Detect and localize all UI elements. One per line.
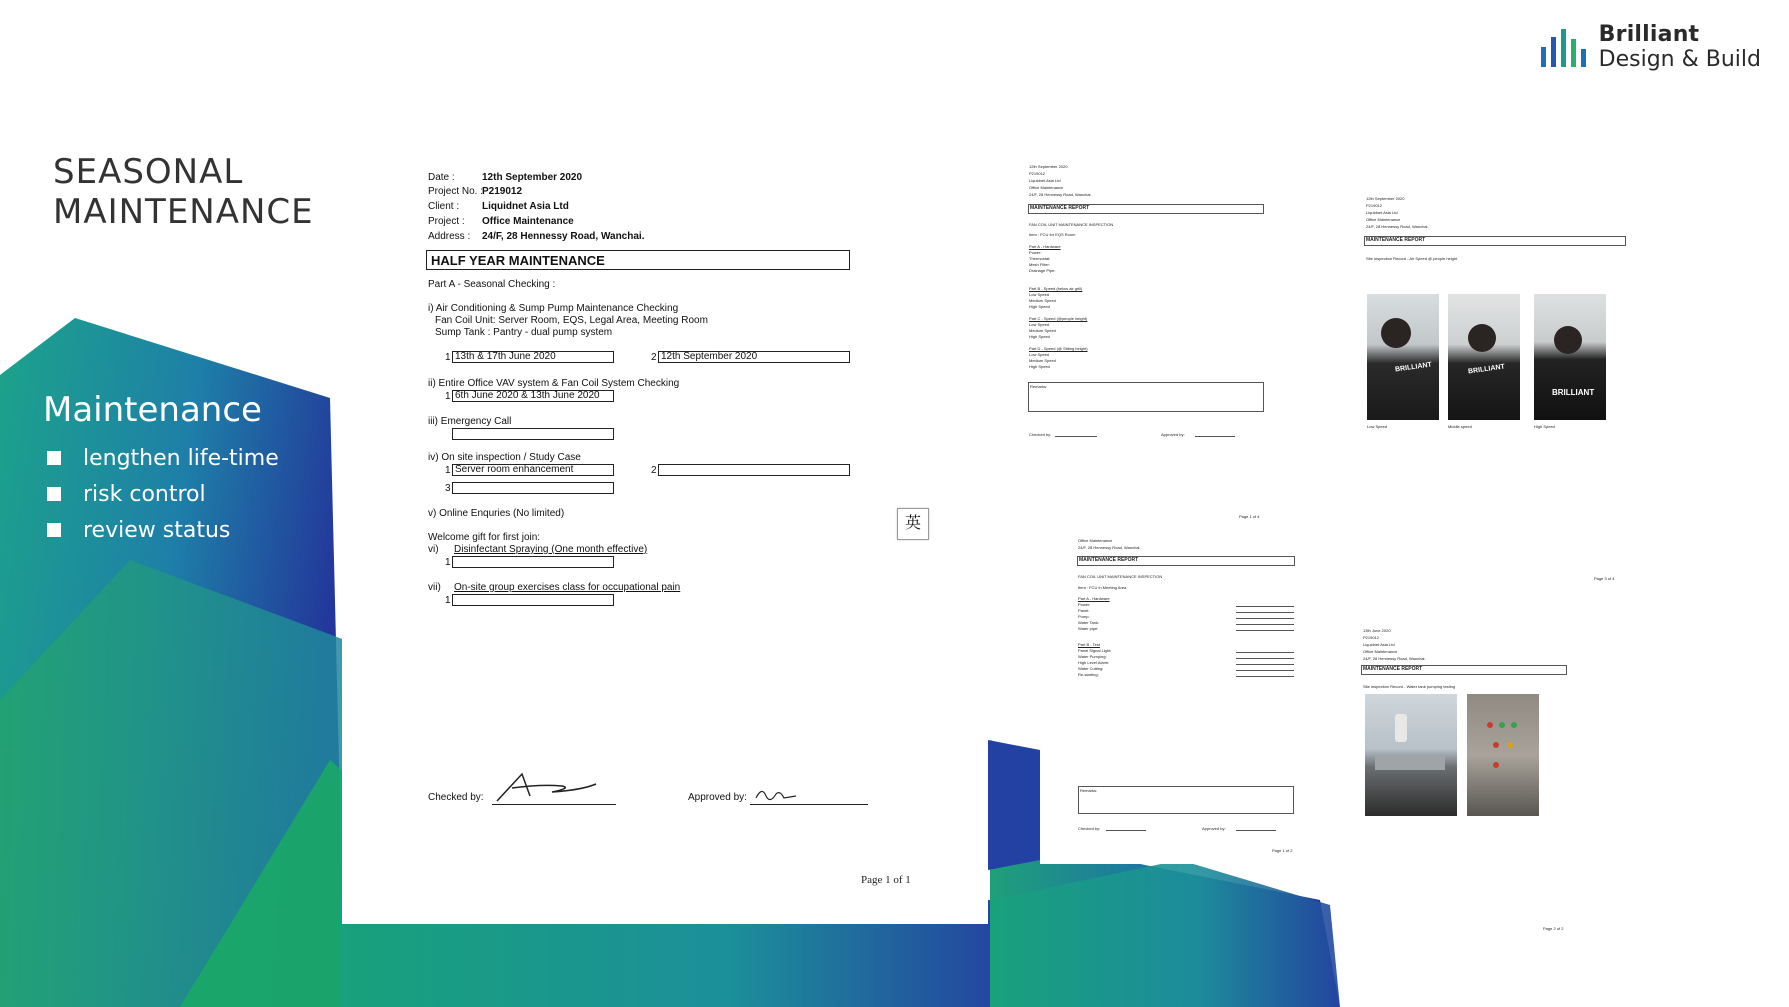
item-v-text: v) Online Enquries (No limited) — [428, 508, 565, 519]
client-label: Client : — [428, 201, 460, 212]
approved-by-label: Approved by: — [688, 792, 747, 803]
fcu-eqs-report: 12th September 2020 P219012 Liquidnet Asia Ltd Office Maintenance 24/F, 28 Hennessy Road, Wanchai. MAINTENANCE REPORT FAN COIL UNIT MAINTENANCE INSPECTION Item : FCU for EQS Room Part A - Hardware Power: Thermostat: Mesh Filter: Drainage Pipe: Part B - Speed (below air grill) Low Speed Medium Speed High Speed Part C - Speed (@people height) Low Speed Medium Speed High Speed Part D - Speed (@ Sitting height) Low Speed Medium Speed High Speed Remarks: Checked by: Approved by: Page 1 of 4 — [1025, 160, 1265, 526]
address-label: Address : — [428, 231, 471, 242]
project-label: Project : — [428, 216, 465, 227]
item-i-sump: Sump Tank : Pantry - dual pump system — [435, 327, 613, 338]
logo-bars-icon — [1539, 25, 1587, 71]
maintenance-list — [43, 390, 279, 548]
item-iv-case-1: Server room enhancement — [452, 464, 614, 476]
date-value: 12th September 2020 — [482, 172, 583, 183]
list-item: review status — [47, 512, 279, 548]
high-speed-photo: BRILLIANT — [1534, 294, 1606, 420]
item-i-date-2: 12th September 2020 — [658, 351, 850, 363]
square-bullet-icon — [47, 523, 61, 537]
item-i-fcu: Fan Coil Unit: Server Room, EQS, Legal Area, Meeting Room — [435, 315, 708, 326]
address-value: 24/F, 28 Hennessy Road, Wanchai. — [482, 231, 645, 242]
page-title-line2: MAINTENANCE — [53, 192, 314, 232]
item-vi-text: Disinfectant Spraying (One month effective) — [454, 544, 648, 555]
item-iv-case-2 — [658, 464, 850, 476]
square-bullet-icon — [47, 487, 61, 501]
date-label: Date : — [428, 172, 455, 183]
approved-signature-icon — [752, 784, 802, 806]
part-a-label: Part A - Seasonal Checking : — [428, 279, 556, 290]
project-value: Office Maintenance — [482, 216, 574, 227]
item-iii-box — [452, 428, 614, 440]
water-tank-sink-photo — [1365, 694, 1457, 816]
logo-tagline: Design & Build — [1598, 47, 1761, 72]
list-item: risk control — [47, 476, 279, 512]
air-speed-report: 12th September 2020 P219012 Liquidnet Asia Ltd Office Maintenance 24/F, 28 Hennessy Road, Wanchai. MAINTENANCE REPORT Site inspection Record - Air Speed @ people height BRILLIANT BRILLIANT BRILLIANT Low Speed Middle speed High Speed Page 3 of 4 — [1356, 190, 1638, 584]
welcome-gift-label: Welcome gift for first join: — [428, 532, 541, 543]
item-vii-text: On-site group exercises class for occupational pain — [454, 582, 681, 593]
water-pump-panel-photo — [1467, 694, 1539, 816]
page-title — [53, 152, 314, 232]
item-i-text: i) Air Conditioning & Sump Pump Maintenance Checking — [428, 303, 679, 314]
item-iv-text: iv) On site inspection / Study Case — [428, 452, 581, 463]
checked-by-label: Checked by: — [428, 792, 484, 803]
square-bullet-icon — [47, 451, 61, 465]
project-no-value: P219012 — [482, 186, 523, 197]
project-no-label: Project No. : — [428, 186, 484, 197]
item-vi-box — [452, 556, 614, 568]
item-ii-text: ii) Entire Office VAV system & Fan Coil System Checking — [428, 378, 680, 389]
item-vii-box — [452, 594, 614, 606]
client-value: Liquidnet Asia Ltd — [482, 201, 569, 212]
page-title-line1: SEASONAL — [53, 152, 244, 192]
item-i-date-1: 13th & 17th June 2020 — [452, 351, 614, 363]
document-heading: HALF YEAR MAINTENANCE — [426, 250, 850, 270]
company-logo — [1539, 24, 1761, 71]
middle-speed-photo: BRILLIANT — [1448, 294, 1520, 420]
logo-brand-name: Brilliant — [1598, 22, 1700, 47]
item-iii-text: iii) Emergency Call — [428, 416, 512, 427]
item-ii-date: 6th June 2020 & 13th June 2020 — [452, 390, 614, 402]
page-number: Page 1 of 1 — [861, 874, 911, 886]
list-item: lengthen life-time — [47, 440, 279, 476]
input-method-indicator[interactable]: 英 — [897, 508, 929, 540]
half-year-maintenance-document: Date : 12th September 2020 Project No. : P219012 Client : Liquidnet Asia Ltd Project : Office Maintenance Address : 24/F, 28 Hennessy Road, Wanchai. HALF YEAR MAINTENANCE Part A - Seasonal Checking : i) Air Conditioning & Sump Pump Maintenance Checking Fan Coil Unit: Server Room, EQS, Legal Area, Meeting Room Sump Tank : Pantry - dual pump system 1 13th & 17th June 2020 2 12th September 2020 ii) Entire Office VAV system & Fan Coil System Checking 1 6th June 2020 & 13th June 2020 iii) Emergency Call iv) On site inspection / Study Case 1 Server room enhancement 2 3 v) Online Enquries (No limited) Welcome gift for first join: vi) Disinfectant Spraying (One month effective) 1 vii) On-site group exercises class for occupational pain 1 Checked by: Approved by: Page 1 of 1 — [342, 148, 988, 924]
checked-signature-icon — [492, 766, 602, 806]
fcu-meeting-report: Office Maintenance 24/F, 28 Hennessy Road, Wanchai. MAINTENANCE REPORT FAN COIL UNIT MAINTENANCE INSPECTION Item : FCU in Meeting Area Part A - Hardware Power: Panel: Pump: Water Tank: Water pipe: Part B - Test Panel Signal Light: Water Pumping: High Level Alarm: Water Cutting: Re-starting: Remarks: Checked by: Approved by: Page 1 of 2 — [1040, 534, 1296, 864]
low-speed-photo: BRILLIANT — [1367, 294, 1439, 420]
water-tank-report: 13th June 2020 P219012 Liquidnet Asia Ltd Office Maintenance 24/F, 28 Hennessy Road, Wanchai. MAINTENANCE REPORT Site inspection Record - Water tank pumping testing Page 2 of 2 — [1355, 620, 1617, 942]
item-iv-case-3 — [452, 482, 614, 494]
maintenance-heading: Maintenance — [43, 390, 262, 430]
